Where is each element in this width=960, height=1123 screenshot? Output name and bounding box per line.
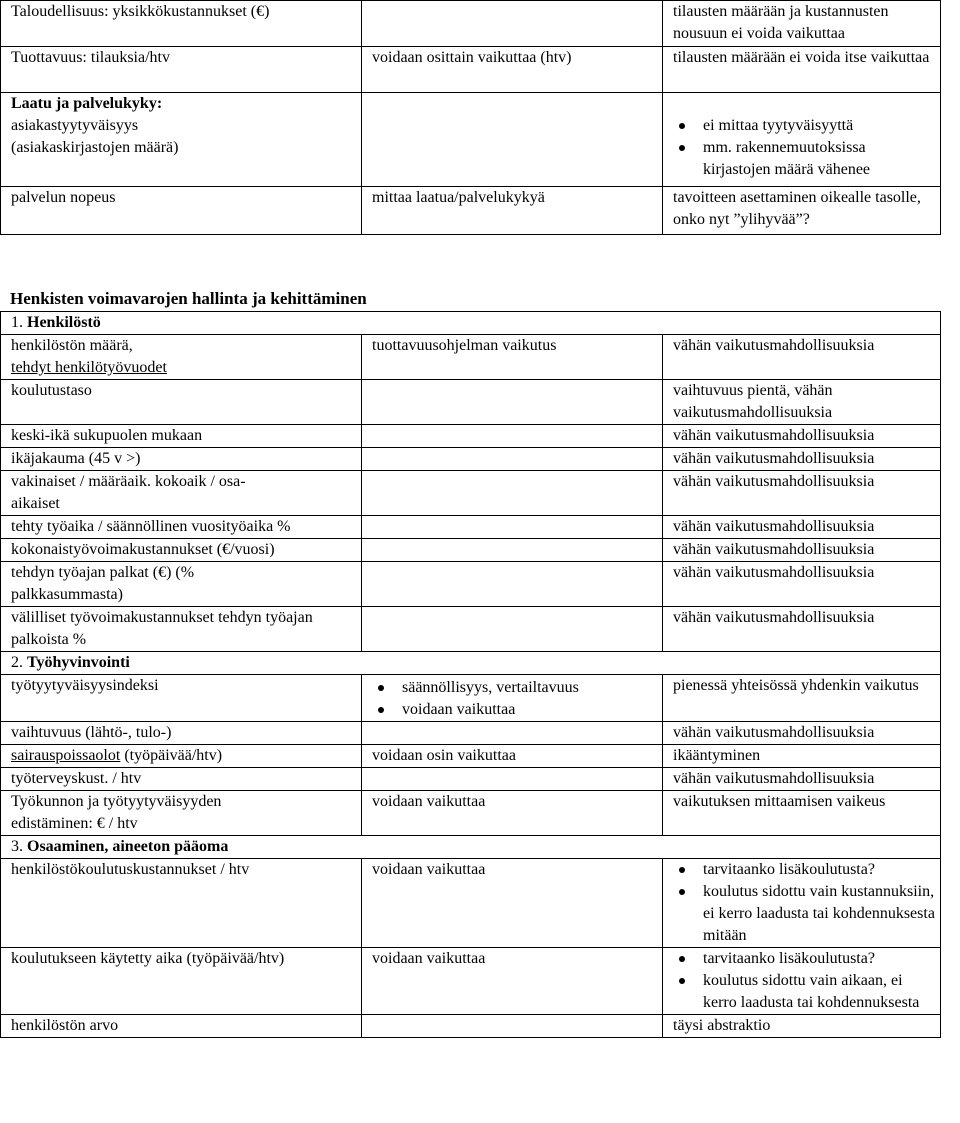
- table-cell: [1, 562, 362, 607]
- table-cell: [362, 471, 663, 516]
- table-cell: tilausten määrään ja kustannusten nousuun ei voida vaikuttaa: [663, 1, 941, 47]
- table-cell: vähän vaikutusmahdollisuuksia: [663, 516, 941, 539]
- table-row: [1, 380, 941, 425]
- table-row: [1, 471, 941, 516]
- bullet-list: [372, 677, 657, 721]
- table-cell: [362, 562, 663, 607]
- table-row: [1, 791, 941, 836]
- table-cell: [1, 607, 362, 652]
- table-cell: [663, 93, 941, 187]
- table-cell: [362, 675, 663, 722]
- table-cell: tuottavuusohjelman vaikutus: [362, 335, 663, 380]
- table-row: [1, 675, 941, 722]
- bullet-list: [673, 115, 935, 181]
- table-cell: vähän vaikutusmahdollisuuksia: [663, 722, 941, 745]
- table-cell: tavoitteen asettaminen oikealle tasolle, onko nyt ”ylihyvää”?: [663, 187, 941, 235]
- bullet-list: [673, 859, 935, 947]
- table-row: [1, 562, 941, 607]
- table-cell: [362, 539, 663, 562]
- table-row: [1, 425, 941, 448]
- section-row: [1, 652, 941, 675]
- table-cell: vaihtuvuus (lähtö-, tulo-): [1, 722, 362, 745]
- cell-text: henkilöstön määrä,: [11, 337, 133, 354]
- cell-text: (työpäivää/htv): [120, 747, 223, 764]
- table-cell: työtyytyväisyysindeksi: [1, 675, 362, 722]
- table-cell: koulutustaso: [1, 380, 362, 425]
- table-row: [1, 187, 941, 235]
- section-title: Henkisten voimavarojen hallinta ja kehittäminen: [10, 289, 367, 308]
- table-cell: vähän vaikutusmahdollisuuksia: [663, 562, 941, 607]
- table-cell: vähän vaikutusmahdollisuuksia: [663, 448, 941, 471]
- table-cell: [1, 471, 362, 516]
- section-label: Henkilöstö: [27, 314, 101, 331]
- table-cell: keski-ikä sukupuolen mukaan: [1, 425, 362, 448]
- table-cell: [1, 745, 362, 768]
- table-row: [1, 607, 941, 652]
- table-cell: voidaan vaikuttaa: [362, 859, 663, 948]
- table-cell: voidaan osittain vaikuttaa (htv): [362, 47, 663, 93]
- section-number: 2.: [11, 654, 23, 671]
- list-item: mm. rakennemuutoksissa kirjastojen määrä vähenee: [703, 137, 935, 181]
- list-item: ei mittaa tyytyväisyyttä: [703, 115, 935, 137]
- table-cell: palvelun nopeus: [1, 187, 362, 235]
- table-cell: vähän vaikutusmahdollisuuksia: [663, 768, 941, 791]
- table-cell: [1, 312, 941, 335]
- table-cell: Tuottavuus: tilauksia/htv: [1, 47, 362, 93]
- table-cell: vähän vaikutusmahdollisuuksia: [663, 335, 941, 380]
- table-cell: pienessä yhteisössä yhdenkin vaikutus: [663, 675, 941, 722]
- table-cell: [362, 1, 663, 47]
- list-item: koulutus sidottu vain kustannuksiin, ei kerro laadusta tai kohdennuksesta mitään: [703, 881, 935, 947]
- table-cell: voidaan vaikuttaa: [362, 948, 663, 1015]
- section-number: 3.: [11, 838, 23, 855]
- table-cell: [362, 380, 663, 425]
- row-title: Laatu ja palvelukyky:: [11, 95, 163, 112]
- table-cell: [362, 93, 663, 187]
- list-item: voidaan vaikuttaa: [402, 699, 657, 721]
- table-cell: vähän vaikutusmahdollisuuksia: [663, 539, 941, 562]
- table-row: [1, 93, 941, 187]
- section-label: Osaaminen, aineeton pääoma: [27, 838, 229, 855]
- table-cell: [362, 516, 663, 539]
- table-cell: [362, 448, 663, 471]
- table-cell: vähän vaikutusmahdollisuuksia: [663, 471, 941, 516]
- table-row: [1, 335, 941, 380]
- table-row: [1, 1, 941, 47]
- table-cell: voidaan vaikuttaa: [362, 791, 663, 836]
- table-row: [1, 516, 941, 539]
- table-cell: tehty työaika / säännöllinen vuosityöaika %: [1, 516, 362, 539]
- section-label: Työhyvinvointi: [27, 654, 130, 671]
- table-row: [1, 948, 941, 1015]
- indicator-table-personnel: [0, 311, 941, 1038]
- table-cell: ikääntyminen: [663, 745, 941, 768]
- table-cell: vaihtuvuus pientä, vähän vaikutusmahdollisuuksia: [663, 380, 941, 425]
- table-cell: vaikutuksen mittaamisen vaikeus: [663, 791, 941, 836]
- table-cell: [1, 93, 362, 187]
- table-cell: Taloudellisuus: yksikkökustannukset (€): [1, 1, 362, 47]
- list-item: koulutus sidottu vain aikaan, ei kerro laadusta tai kohdennuksesta: [703, 970, 935, 1014]
- table-cell: mittaa laatua/palvelukykyä: [362, 187, 663, 235]
- table-row: [1, 768, 941, 791]
- table-row: [1, 722, 941, 745]
- section-row: [1, 836, 941, 859]
- cell-text: tehdyt henkilötyövuodet: [11, 359, 167, 376]
- table-cell: henkilöstön arvo: [1, 1015, 362, 1038]
- table-cell: kokonaistyövoimakustannukset (€/vuosi): [1, 539, 362, 562]
- table-cell: [362, 1015, 663, 1038]
- cell-text: tehdyn työajan palkat (€) (% palkkasummasta): [11, 564, 195, 603]
- cell-text: asiakastyytyväisyys (asiakaskirjastojen määrä): [11, 117, 179, 156]
- cell-text: välilliset työvoimakustannukset tehdyn työajan palkoista %: [11, 609, 313, 648]
- cell-text: sairauspoissaolot: [11, 747, 121, 764]
- table-cell: henkilöstökoulutuskustannukset / htv: [1, 859, 362, 948]
- section-row: [1, 312, 941, 335]
- table-cell: [362, 607, 663, 652]
- table-cell: [663, 948, 941, 1015]
- table-cell: voidaan osin vaikuttaa: [362, 745, 663, 768]
- table-row: [1, 47, 941, 93]
- table-cell: [1, 791, 362, 836]
- table-row: [1, 1015, 941, 1038]
- table-row: [1, 448, 941, 471]
- table-cell: [1, 652, 941, 675]
- table-row: [1, 859, 941, 948]
- table-cell: [663, 859, 941, 948]
- table-cell: täysi abstraktio: [663, 1015, 941, 1038]
- table-cell: ikäjakauma (45 v >): [1, 448, 362, 471]
- section-number: 1.: [11, 314, 23, 331]
- list-item: säännöllisyys, vertailtavuus: [402, 677, 657, 699]
- table-cell: koulutukseen käytetty aika (työpäivää/htv): [1, 948, 362, 1015]
- indicator-table-top: [0, 0, 941, 235]
- table-cell: [362, 425, 663, 448]
- table-cell: työterveyskust. / htv: [1, 768, 362, 791]
- table-row: [1, 745, 941, 768]
- table-cell: tilausten määrään ei voida itse vaikuttaa: [663, 47, 941, 93]
- cell-text: vakinaiset / määräaik. kokoaik / osa-aikaiset: [11, 473, 246, 512]
- table-cell: vähän vaikutusmahdollisuuksia: [663, 425, 941, 448]
- cell-text: Työkunnon ja työtyytyväisyyden edistäminen: € / htv: [11, 793, 222, 832]
- table-cell: [1, 335, 362, 380]
- list-item: tarvitaanko lisäkoulutusta?: [703, 859, 935, 881]
- bullet-list: [673, 948, 935, 1014]
- table-cell: vähän vaikutusmahdollisuuksia: [663, 607, 941, 652]
- table-cell: [362, 722, 663, 745]
- table-cell: [362, 768, 663, 791]
- table-cell: [1, 836, 941, 859]
- table-row: [1, 539, 941, 562]
- list-item: tarvitaanko lisäkoulutusta?: [703, 948, 935, 970]
